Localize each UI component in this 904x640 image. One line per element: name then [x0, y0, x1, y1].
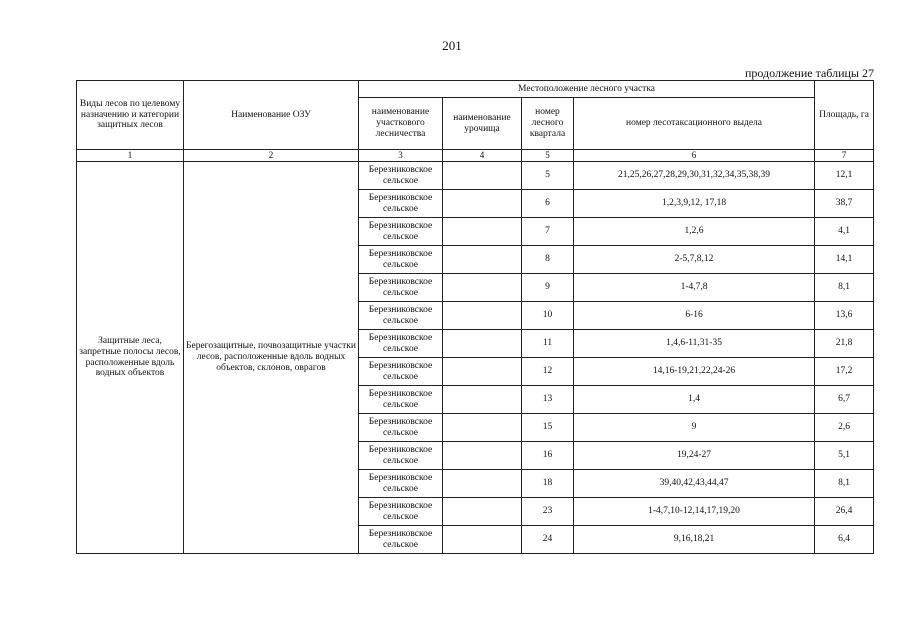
tract-cell — [443, 246, 522, 274]
quarter-cell: 24 — [522, 526, 574, 554]
area-cell: 4,1 — [815, 218, 874, 246]
area-cell: 5,1 — [815, 442, 874, 470]
quarter-cell: 11 — [522, 330, 574, 358]
area-cell: 38,7 — [815, 190, 874, 218]
tract-cell — [443, 218, 522, 246]
area-cell: 6,7 — [815, 386, 874, 414]
forestry-cell: Березниковское сельское — [359, 274, 443, 302]
allotments-cell: 1,4,6-11,31-35 — [574, 330, 815, 358]
column-number-row — [77, 150, 874, 162]
header-ozu-name: Наименование ОЗУ — [184, 81, 359, 150]
quarter-cell: 15 — [522, 414, 574, 442]
area-cell: 13,6 — [815, 302, 874, 330]
area-cell: 8,1 — [815, 470, 874, 498]
quarter-cell: 23 — [522, 498, 574, 526]
page-number: 201 — [442, 38, 462, 53]
tract-cell — [443, 526, 522, 554]
tract-cell — [443, 358, 522, 386]
area-cell: 6,4 — [815, 526, 874, 554]
forestry-cell: Березниковское сельское — [359, 162, 443, 190]
quarter-cell: 13 — [522, 386, 574, 414]
column-number: 2 — [184, 150, 359, 162]
quarter-cell: 8 — [522, 246, 574, 274]
column-number: 4 — [443, 150, 522, 162]
allotments-cell: 21,25,26,27,28,29,30,31,32,34,35,38,39 — [574, 162, 815, 190]
area-cell: 17,2 — [815, 358, 874, 386]
tract-cell — [443, 470, 522, 498]
tract-cell — [443, 498, 522, 526]
tract-cell — [443, 162, 522, 190]
allotments-cell: 14,16-19,21,22,24-26 — [574, 358, 815, 386]
quarter-cell: 6 — [522, 190, 574, 218]
column-number: 5 — [522, 150, 574, 162]
column-number: 1 — [77, 150, 184, 162]
column-number: 7 — [815, 150, 874, 162]
forestry-cell: Березниковское сельское — [359, 414, 443, 442]
tract-cell — [443, 330, 522, 358]
forestry-cell: Березниковское сельское — [359, 190, 443, 218]
forestry-cell: Березниковское сельское — [359, 526, 443, 554]
forestry-cell: Березниковское сельское — [359, 386, 443, 414]
quarter-cell: 16 — [522, 442, 574, 470]
allotments-cell: 1-4,7,8 — [574, 274, 815, 302]
allotments-cell: 19,24-27 — [574, 442, 815, 470]
allotments-cell: 1,4 — [574, 386, 815, 414]
allotments-cell: 9 — [574, 414, 815, 442]
table-body — [77, 162, 874, 554]
tract-cell — [443, 414, 522, 442]
quarter-cell: 10 — [522, 302, 574, 330]
quarter-cell: 12 — [522, 358, 574, 386]
column-number: 3 — [359, 150, 443, 162]
quarter-cell: 9 — [522, 274, 574, 302]
tract-cell — [443, 190, 522, 218]
tract-cell — [443, 302, 522, 330]
column-number: 6 — [574, 150, 815, 162]
forestry-cell: Березниковское сельское — [359, 358, 443, 386]
allotments-cell: 39,40,42,43,44,47 — [574, 470, 815, 498]
allotments-cell: 9,16,18,21 — [574, 526, 815, 554]
tract-cell — [443, 386, 522, 414]
header-area: Площадь, га — [815, 81, 874, 150]
header-forest-types: Виды лесов по целевому назначению и категории защитных лесов — [77, 81, 184, 150]
area-cell: 2,6 — [815, 414, 874, 442]
header-tract: наименование урочища — [443, 98, 522, 150]
header-district-forestry: наименование участкового лесничества — [359, 98, 443, 150]
allotments-cell: 6-16 — [574, 302, 815, 330]
continuation-label: продолжение таблицы 27 — [744, 66, 874, 80]
header-allotment: номер лесотаксационного выдела — [574, 98, 815, 150]
forestry-cell: Березниковское сельское — [359, 218, 443, 246]
forest-table — [76, 80, 874, 554]
area-cell: 14,1 — [815, 246, 874, 274]
tract-cell — [443, 274, 522, 302]
area-cell: 21,8 — [815, 330, 874, 358]
area-cell: 12,1 — [815, 162, 874, 190]
area-cell: 26,4 — [815, 498, 874, 526]
allotments-cell: 1,2,6 — [574, 218, 815, 246]
forestry-cell: Березниковское сельское — [359, 302, 443, 330]
forestry-cell: Березниковское сельское — [359, 470, 443, 498]
allotments-cell: 1,2,3,9,12, 17,18 — [574, 190, 815, 218]
forestry-cell: Березниковское сельское — [359, 498, 443, 526]
quarter-cell: 5 — [522, 162, 574, 190]
header-quarter: номер лесного квартала — [522, 98, 574, 150]
quarter-cell: 18 — [522, 470, 574, 498]
area-cell: 8,1 — [815, 274, 874, 302]
header-location-group: Местоположение лесного участка — [359, 81, 815, 98]
forest-type-cell: Защитные леса, запретные полосы лесов, расположенные вдоль водных объектов — [77, 162, 184, 554]
allotments-cell: 1-4,7,10-12,14,17,19,20 — [574, 498, 815, 526]
tract-cell — [443, 442, 522, 470]
ozu-name-cell: Берегозащитные, почвозащитные участки лесов, расположенные вдоль водных объектов, склонов, оврагов — [184, 162, 359, 554]
forestry-cell: Березниковское сельское — [359, 442, 443, 470]
table-row — [77, 162, 874, 190]
allotments-cell: 2-5,7,8,12 — [574, 246, 815, 274]
quarter-cell: 7 — [522, 218, 574, 246]
forestry-cell: Березниковское сельское — [359, 330, 443, 358]
forestry-cell: Березниковское сельское — [359, 246, 443, 274]
